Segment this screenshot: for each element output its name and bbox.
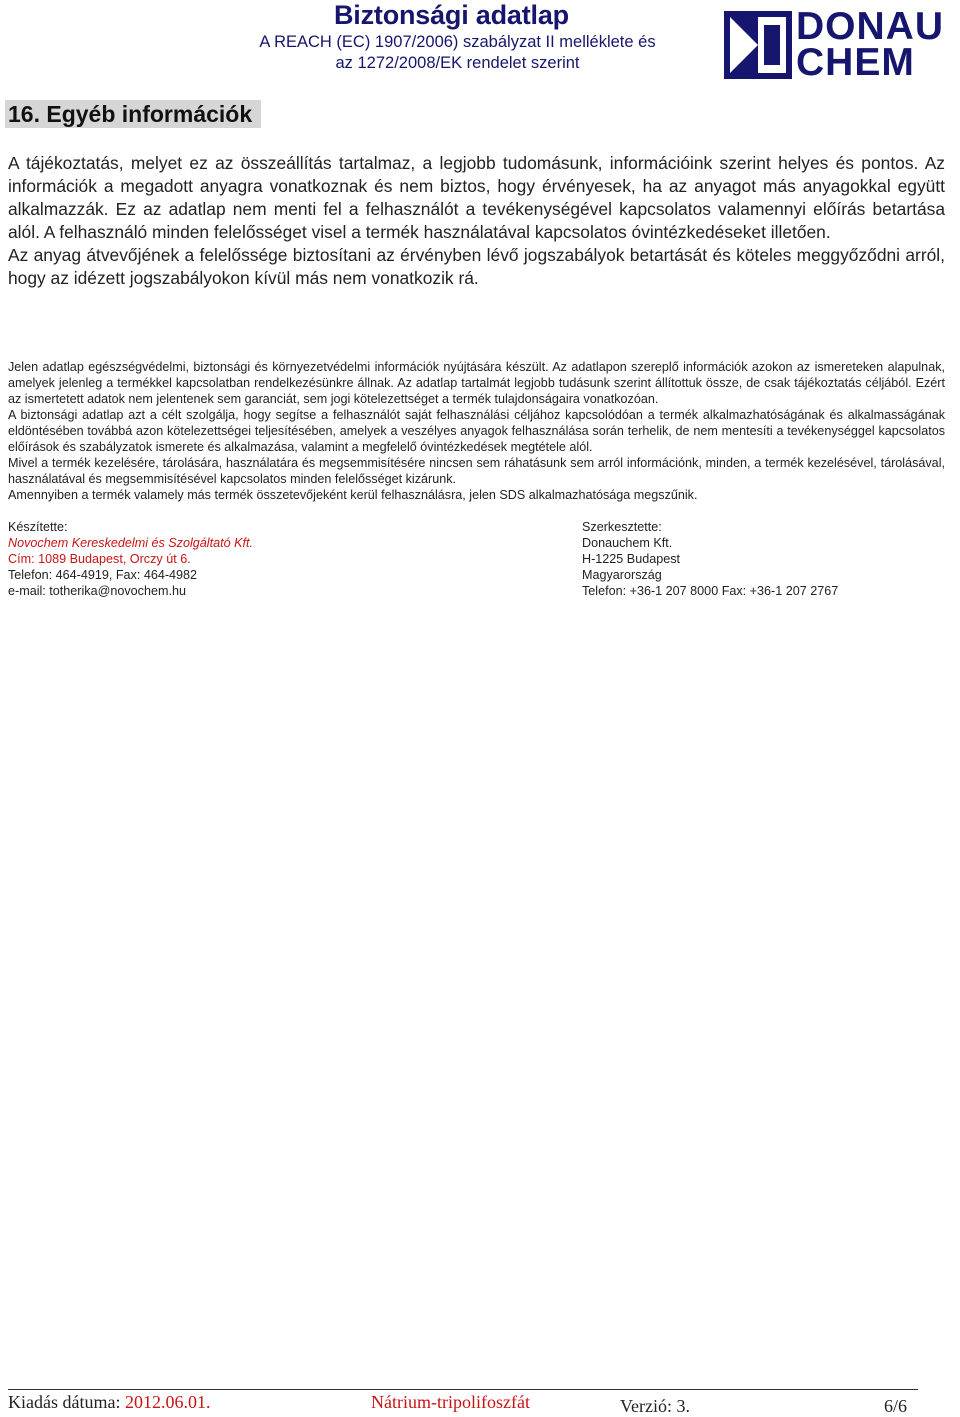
subtitle-line-2: az 1272/2008/EK rendelet szerint	[335, 54, 580, 72]
donauchem-logo	[724, 5, 960, 84]
prepared-by-label: Készítette:	[8, 520, 68, 534]
footer-divider	[8, 1389, 918, 1390]
logo-word-1: DONAU	[796, 5, 944, 48]
prepared-by-column	[8, 519, 253, 599]
document-title: Biztonsági adatlap	[334, 0, 569, 30]
section-heading: 16. Egyéb információk	[5, 100, 261, 128]
notes-text	[8, 359, 945, 503]
page-footer	[0, 1386, 960, 1416]
footer-issue	[8, 1392, 210, 1413]
notes-paragraph-3: Mivel a termék kezelésére, tárolására, használatára és megsemmisítésére nincsen sem ráhatásunk sem arról információnk, minden, a termék kezelésével, tárolásával, használatával és megsemmisítésével kapcsolatos minden felelősséget kizárunk.	[8, 456, 945, 486]
notes-paragraph-4: Amennyiben a termék valamely más termék összetevőjeként kerül felhasználásra, jelen SDS alkalmazhatósága megszűnik.	[8, 488, 698, 502]
intro-text	[8, 152, 945, 290]
notes-paragraph-1: Jelen adatlap egészségvédelmi, biztonsági és környezetvédelmi információk nyújtására készült. Az adatlapon szereplő információk azokon az ismereteken alapulnak, amelyek jelenleg a termékkel kapcsolatban rendelkezésünkre állnak. Az adatlap tartalmát legjobb tudásunk szerint állítottuk össze, de csak tájékoztatás céljából. Ezért az ismertetett adatok nem jelentenek sem garanciát, sem jogi kötelezettséget a termék tulajdonságaira vonatkozóan.	[8, 360, 945, 406]
footer-page-number: 6/6	[884, 1396, 908, 1416]
edited-by-company: Donauchem Kft.	[582, 536, 673, 550]
prepared-by-phone: Telefon: 464-4919, Fax: 464-4982	[8, 568, 198, 582]
prepared-by-email[interactable]: e-mail: totherika@novochem.hu	[8, 584, 186, 598]
issue-date: 2012.06.01.	[124, 1392, 211, 1412]
document-subtitle	[240, 32, 675, 74]
edited-by-column	[582, 519, 838, 599]
intro-paragraph-2: Az anyag átvevőjének a felelőssége biztosítani az érvényben lévő jogszabályok betartását és köteles meggyőződni arról, hogy az idézett jogszabályokon kívül más nem vonatkozik rá.	[8, 245, 945, 288]
subtitle-line-1: A REACH (EC) 1907/2006) szabályzat II melléklete és	[259, 33, 656, 51]
issue-label: Kiadás dátuma:	[8, 1392, 121, 1412]
prepared-by-address: Cím: 1089 Budapest, Orczy út 6.	[8, 552, 191, 566]
edited-by-label: Szerkesztette:	[582, 520, 662, 534]
edited-by-country: Magyarország	[582, 568, 662, 582]
edited-by-city: H-1225 Budapest	[582, 552, 681, 566]
prepared-by-company: Novochem Kereskedelmi és Szolgáltató Kft.	[8, 536, 253, 550]
logo-word-2: CHEM	[796, 41, 915, 84]
footer-product-name: Nátrium-tripolifoszfát	[371, 1392, 530, 1412]
notes-paragraph-2: A biztonsági adatlap azt a célt szolgálja, hogy segítse a felhasználót saját felhasználási céljához kapcsolódóan a termék alkalmazhatóságának és alkalmasságának eldöntésében továbbá azon kötelezettségei teljesítésében, amelyek a veszélyes anyagok felhasználása során terhelik, de nem mentesíti a tevékenységgel kapcsolatos előírások és szabályzatok ismerete és alkalmazása, valamint a megfelelő óvintézkedések megtétele alól.	[8, 408, 945, 454]
edited-by-phone: Telefon: +36-1 207 8000 Fax: +36-1 207 2767	[582, 584, 839, 598]
footer-version: Verzió: 3.	[620, 1396, 690, 1416]
intro-paragraph-1: A tájékoztatás, melyet ez az összeállítás tartalmaz, a legjobb tudomásunk, információink szerint helyes és pontos. Az információk a megadott anyagra vonatkoznak és nem biztos, hogy érvényesek, ha az anyagot más anyagokkal együtt alkalmazzák. Ez az adatlap nem menti fel a felhasználót a tevékenységével kapcsolatos valamennyi előírás betartása alól. A felhasználó minden felelősséget visel a termék használatával kapcsolatos óvintézkedéseket illetően.	[8, 153, 945, 242]
logo-mark-icon	[724, 11, 792, 79]
